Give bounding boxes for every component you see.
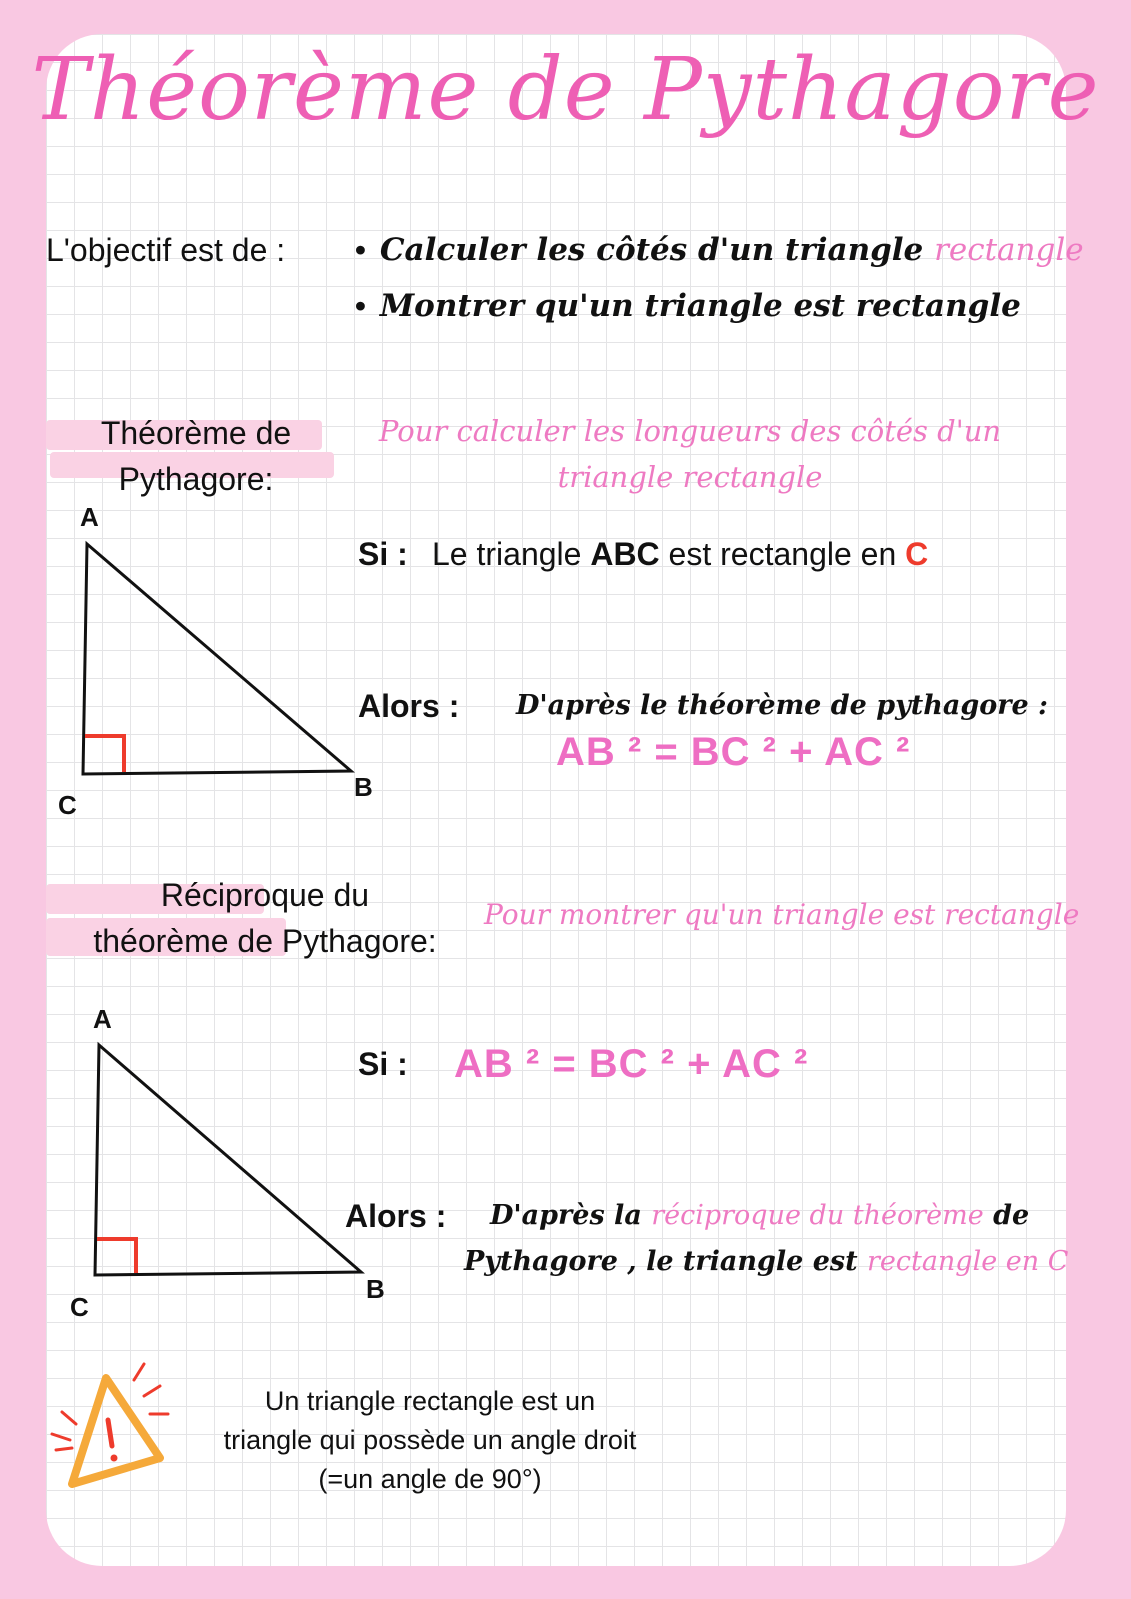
objective-bullet-2: • Montrer qu'un triangle est rectangle <box>355 288 1021 324</box>
reciprocal-alors-label: Alors : <box>345 1198 447 1234</box>
objective-intro: L'objectif est de : <box>46 232 286 268</box>
theorem-alors-text: D'après le théorème de pythagore : <box>516 690 1049 721</box>
theorem-label: Théorème de Pythagore: <box>100 415 292 497</box>
vertex-b: B <box>354 772 373 802</box>
reciprocal-alors-line1: D'après la réciproque du théorème de <box>490 1200 1030 1231</box>
warning-text: Un triangle rectangle est un triangle qui possède un angle droit (=un angle de 90°) <box>223 1386 637 1494</box>
theorem-si-label: Si : <box>358 536 408 572</box>
theorem-si-text: Le triangle ABC est rectangle en C <box>432 536 929 572</box>
vertex-c: C <box>58 790 77 820</box>
page-title: Théorème de Pythagore <box>31 40 1100 140</box>
vertex-a: A <box>80 502 99 532</box>
theorem-alors-label: Alors : <box>358 688 460 724</box>
reciprocal-purpose: Pour montrer qu'un triangle est rectangle <box>484 898 1080 931</box>
theorem-formula: AB ² = BC ² + AC ² <box>556 730 911 774</box>
reciprocal-label: Réciproque du théorème de Pythagore: <box>93 877 437 959</box>
reciprocal-formula: AB ² = BC ² + AC ² <box>454 1042 809 1086</box>
reciprocal-si-label: Si : <box>358 1046 408 1082</box>
objective-bullet-1: • Calculer les côtés d'un triangle rectangle <box>355 232 1084 268</box>
vertex-b: B <box>366 1274 385 1304</box>
reciprocal-alors-line2: Pythagore , le triangle est rectangle en C <box>464 1246 1069 1277</box>
vertex-c: C <box>70 1292 89 1322</box>
vertex-a: A <box>93 1004 112 1034</box>
theorem-purpose: Pour calculer les longueurs des côtés d'un triangle rectangle <box>378 414 1002 494</box>
